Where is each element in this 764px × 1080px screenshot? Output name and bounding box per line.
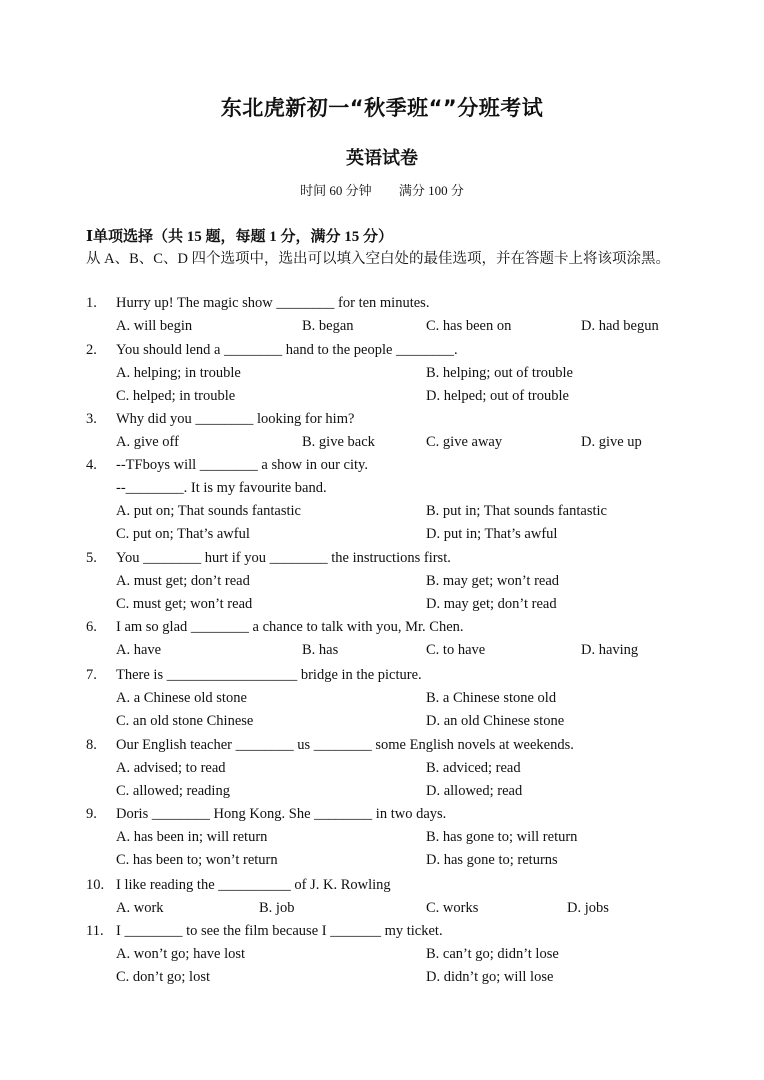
- total-score: 满分 100 分: [398, 183, 464, 198]
- option-a: A. have: [116, 642, 162, 658]
- question-stem: You ________ hurt if you ________ the instructions first.: [116, 550, 451, 566]
- question-number: 1.: [86, 295, 97, 311]
- option-d: D. had begun: [581, 318, 659, 334]
- question-number: 3.: [86, 411, 97, 427]
- question-3: [86, 408, 686, 454]
- question-5: [86, 547, 686, 616]
- question-number: 7.: [86, 667, 97, 683]
- section-instructions: 从 A、B、C、D 四个选项中，选出可以填入空白处的最佳选项，并在答题卡上将该项涂黑。: [86, 251, 671, 267]
- option-b: B. helping; out of trouble: [426, 365, 573, 381]
- option-b: B. has: [302, 642, 339, 658]
- option-b: B. has gone to; will return: [426, 829, 578, 845]
- option-c: C. allowed; reading: [116, 783, 230, 799]
- option-c: C. has been on: [426, 318, 512, 334]
- question-stem: Hurry up! The magic show ________ for ten minutes.: [116, 295, 430, 311]
- question-number: 9.: [86, 806, 97, 822]
- question-stem: You should lend a ________ hand to the people ________.: [116, 342, 458, 358]
- option-a: A. put on; That sounds fantastic: [116, 503, 301, 519]
- question-stem: There is __________________ bridge in the picture.: [116, 667, 422, 683]
- option-a: A. give off: [116, 434, 179, 450]
- option-c: C. put on; That’s awful: [116, 526, 250, 542]
- option-a: A. must get; don’t read: [116, 573, 250, 589]
- question-7: [86, 664, 686, 733]
- option-c: C. has been to; won’t return: [116, 852, 278, 868]
- question-number: 8.: [86, 737, 97, 753]
- question-6: [86, 616, 686, 662]
- section-title: Ⅰ单项选择（共 15 题，每题 1 分，满分 15 分）: [86, 229, 394, 245]
- question-1: [86, 292, 686, 338]
- exam-meta: [0, 180, 764, 199]
- option-c: C. helped; in trouble: [116, 388, 236, 404]
- question-stem: I am so glad ________ a chance to talk with you, Mr. Chen.: [116, 619, 464, 635]
- question-stem: Doris ________ Hong Kong. She ________ in two days.: [116, 806, 447, 822]
- option-d: D. put in; That’s awful: [426, 526, 558, 542]
- question-number: 4.: [86, 457, 97, 473]
- option-d: D. an old Chinese stone: [426, 713, 565, 729]
- exam-subtitle: 英语试卷: [346, 148, 418, 169]
- question-stem-line2: --________. It is my favourite band.: [116, 480, 327, 496]
- option-a: A. a Chinese old stone: [116, 690, 247, 706]
- option-a: A. won’t go; have lost: [116, 946, 246, 962]
- question-4: [86, 454, 686, 546]
- question-stem: I ________ to see the film because I _______ my ticket.: [116, 923, 443, 939]
- question-11: [86, 920, 686, 989]
- option-b: B. can’t go; didn’t lose: [426, 946, 559, 962]
- option-b: B. put in; That sounds fantastic: [426, 503, 607, 519]
- option-b: B. a Chinese stone old: [426, 690, 557, 706]
- option-a: A. helping; in trouble: [116, 365, 241, 381]
- question-10: [86, 874, 686, 920]
- question-number: 2.: [86, 342, 97, 358]
- option-d: D. allowed; read: [426, 783, 523, 799]
- option-a: A. advised; to read: [116, 760, 226, 776]
- option-b: B. give back: [302, 434, 375, 450]
- question-number: 6.: [86, 619, 97, 635]
- option-b: B. adviced; read: [426, 760, 521, 776]
- option-a: A. work: [116, 900, 164, 916]
- option-c: C. must get; won’t read: [116, 596, 253, 612]
- question-8: [86, 734, 686, 803]
- option-d: D. may get; don’t read: [426, 596, 557, 612]
- option-d: D. has gone to; returns: [426, 852, 558, 868]
- question-9: [86, 803, 686, 872]
- option-b: B. job: [259, 900, 295, 916]
- option-a: A. has been in; will return: [116, 829, 268, 845]
- exam-title: 东北虎新初一“秋季班“”分班考试: [220, 96, 544, 120]
- option-c: C. works: [426, 900, 479, 916]
- option-c: C. don’t go; lost: [116, 969, 210, 985]
- question-number: 11.: [86, 923, 104, 939]
- option-d: D. having: [581, 642, 639, 658]
- option-d: D. helped; out of trouble: [426, 388, 569, 404]
- option-b: B. began: [302, 318, 354, 334]
- question-2: [86, 339, 686, 408]
- option-d: D. didn’t go; will lose: [426, 969, 554, 985]
- question-stem: Why did you ________ looking for him?: [116, 411, 355, 427]
- option-a: A. will begin: [116, 318, 193, 334]
- option-c: C. an old stone Chinese: [116, 713, 254, 729]
- option-d: D. give up: [581, 434, 642, 450]
- question-stem: I like reading the __________ of J. K. Rowling: [116, 877, 391, 893]
- question-number: 5.: [86, 550, 97, 566]
- option-b: B. may get; won’t read: [426, 573, 560, 589]
- time-limit: 时间 60 分钟: [300, 183, 372, 198]
- option-c: C. to have: [426, 642, 486, 658]
- question-stem: --TFboys will ________ a show in our city.: [116, 457, 368, 473]
- question-stem: Our English teacher ________ us ________ some English novels at weekends.: [116, 737, 574, 753]
- option-c: C. give away: [426, 434, 503, 450]
- question-number: 10.: [86, 877, 105, 893]
- option-d: D. jobs: [567, 900, 609, 916]
